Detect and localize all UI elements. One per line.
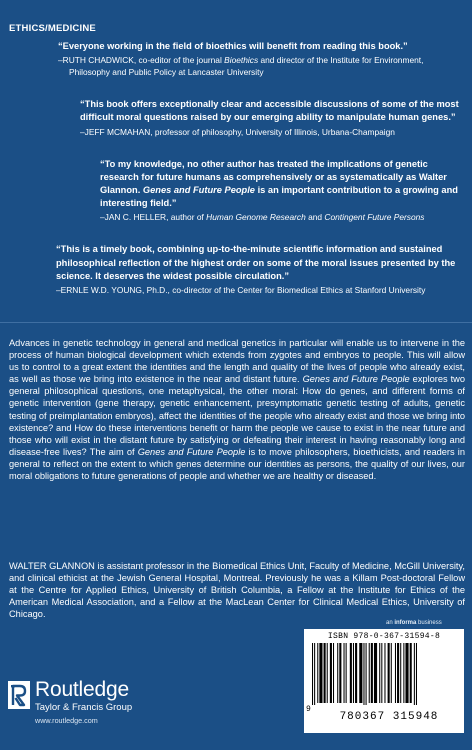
- barcode-bar: [400, 643, 401, 703]
- endorsement-1: [58, 40, 466, 78]
- barcode-bar: [371, 643, 373, 703]
- barcode-bar: [395, 643, 396, 703]
- barcode-bar: [339, 643, 341, 703]
- barcode-bar: [379, 643, 380, 703]
- barcode-bar: [312, 643, 313, 705]
- book-title: Human Genome Research: [206, 212, 306, 223]
- barcode-digits: 780367 315948: [339, 711, 439, 723]
- attribution-text: , author of: [166, 212, 207, 223]
- barcode-bar: [363, 643, 364, 705]
- endorsement-quote: [100, 158, 466, 211]
- barcode-bar: [384, 643, 385, 703]
- barcode-bar: [366, 643, 367, 705]
- barcode-bar: [414, 643, 415, 705]
- barcode-bar: [391, 643, 392, 703]
- endorsement-attribution: [58, 54, 466, 78]
- author-bio: WALTER GLANNON is assistant professor in the Biomedical Ethics Unit, Faculty of Medicine, McGill University, and clinical ethicist at the Jewish General Hospital, Montreal. Previously he was a Killam Post-doctoral Fellow at the Centre for Applied Ethics, University of British Columbia, a Fellow at the Institute for Ethics of the American Medical Association, and a Fellow at the MacLean Center for Clinical Medical Ethics, University of Chicago.: [9, 561, 465, 620]
- attribution-text: , Ph.D., co-director of the Center for Biomedical Ethics at Stanford University: [141, 285, 426, 296]
- book-title: Genes and Future People: [142, 185, 255, 196]
- barcode-bar: [333, 643, 334, 703]
- barcode-bar: [403, 643, 404, 703]
- endorsement-4: [56, 243, 466, 296]
- endorser-name: –ERNLE W.D. YOUNG: [56, 285, 142, 296]
- barcode-bar: [350, 643, 352, 703]
- description-text: explores two general philosophical questions, one metaphysical, the other moral: How do genes, and different forms of genetic intervention (gene therapy, genetic enhancement, presymptomatic genetic testing of adults, genetic testing of preimplantation embryos), affect the identities of the people who already exist and those we bring into existence? and How do these interventions benefit or harm the people we cause to exist in the near future and those who will exist in the distant future by satisfying or defeating their interest in having reasonably long and disease-free lives? The aim of: [9, 374, 466, 457]
- publisher-name: Routledge: [35, 678, 129, 701]
- attribution-continued: Philosophy and Public Policy at Lancaster University: [69, 67, 264, 78]
- quote-text: is an important contribution to a growing and interesting field.”: [100, 185, 458, 209]
- publisher-group: Taylor & Francis Group: [35, 702, 133, 713]
- barcode: [304, 629, 464, 733]
- endorsements: [58, 40, 466, 316]
- barcode-bar: [355, 643, 357, 703]
- barcode-bar: [317, 643, 318, 703]
- barcode-bar: [314, 643, 315, 705]
- barcode-bar: [416, 643, 417, 705]
- barcode-bar: [405, 643, 408, 703]
- barcode-bar: [374, 643, 377, 703]
- attribution-text: and director of the Institute for Environment,: [258, 55, 424, 66]
- attribution-text: and: [305, 212, 325, 223]
- description-text: is to move philosophers, bioethicists, and readers in general to reflect on the extent to which genes determine our identities as persons, the quality of our lives, our moral obligations to future generations of people and whether we are healthy or diseased.: [9, 446, 465, 482]
- section-divider: [0, 322, 472, 323]
- barcode-bar: [330, 643, 332, 703]
- barcode-bar: [346, 643, 347, 703]
- barcode-bar: [344, 643, 345, 703]
- endorsement-2: [80, 98, 466, 137]
- informa-text: an: [386, 620, 395, 626]
- barcode-bars: [310, 643, 458, 705]
- category-label: ETHICS/MEDICINE: [9, 23, 96, 34]
- barcode-bar: [397, 643, 399, 703]
- barcode-bar: [327, 643, 328, 703]
- book-title: Genes and Future People: [137, 446, 246, 457]
- endorsement-attribution: [56, 284, 466, 296]
- attribution-text: , co-editor of the journal: [133, 55, 225, 66]
- endorsement-attribution: [80, 126, 466, 138]
- barcode-bar: [410, 643, 412, 703]
- informa-business-label: [386, 620, 442, 626]
- barcode-lead-digit: 9: [306, 705, 311, 714]
- endorser-name: –JAN C. HELLER: [100, 212, 167, 223]
- endorsement-3: [100, 158, 466, 224]
- informa-brand: informa: [394, 620, 417, 626]
- barcode-bar: [359, 643, 362, 703]
- endorsement-quote: “Everyone working in the field of bioethics will benefit from reading this book.”: [58, 41, 408, 51]
- barcode-bar: [324, 643, 326, 703]
- isbn-label: ISBN 978-0-367-31594-8: [327, 632, 441, 641]
- routledge-logo-icon: [7, 680, 31, 710]
- endorsement-quote: “This is a timely book, combining up-to-the-minute scientific information and sustained philosophical reflection of the highest order on some of the moral issues presented by the science. It deserves the widest possible circulation.”: [56, 244, 456, 281]
- quote-text: “To my knowledge, no other author has treated the implications of genetic research for future humans as comprehensively or as systematically as Walter Glannon.: [100, 158, 447, 196]
- barcode-bar: [353, 643, 354, 703]
- journal-title: Bioethics: [224, 55, 259, 66]
- barcode-bar: [337, 643, 338, 703]
- book-title: Contingent Future Persons: [324, 212, 425, 223]
- barcode-bar: [369, 643, 370, 703]
- endorser-name: –RUTH CHADWICK: [58, 55, 134, 66]
- attribution-text: , professor of philosophy, University of Illinois, Urbana-Champaign: [150, 126, 395, 137]
- book-description: [9, 337, 465, 482]
- endorsement-attribution: [100, 211, 466, 223]
- barcode-bar: [319, 643, 322, 703]
- barcode-bar: [381, 643, 382, 703]
- barcode-bar: [388, 643, 390, 703]
- endorser-name: –JEFF MCMAHAN: [80, 126, 151, 137]
- informa-text: business: [416, 620, 442, 626]
- book-title: Genes and Future People: [302, 374, 410, 385]
- endorsement-quote: “This book offers exceptionally clear and accessible discussions of some of the most difficult moral questions raised by our emerging ability to manipulate human genes.”: [80, 99, 459, 123]
- publisher-url[interactable]: www.routledge.com: [35, 716, 98, 725]
- description-text: Advances in genetic technology in general and medical genetics in particular will enable us to intervene in the process of human biological development which extends from zygotes and embryos to people. This will allow us to control to a great extent the identities and the length and quality of the lives of people who already exist, as well as those we bring into existence in the near and distant future.: [9, 338, 465, 385]
